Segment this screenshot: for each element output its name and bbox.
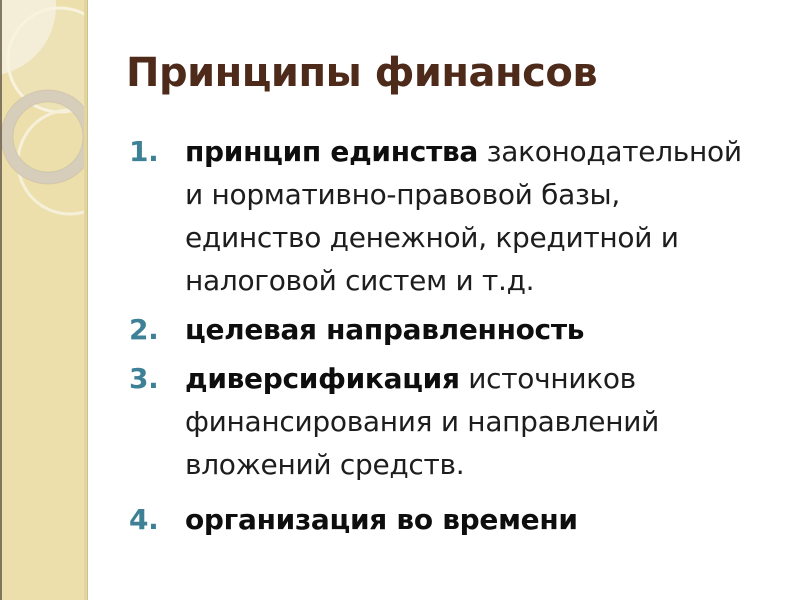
list-number-1: 1. bbox=[129, 135, 159, 168]
item3-line1 bbox=[185, 357, 767, 400]
item1-line2: и нормативно-правовой базы, bbox=[185, 178, 620, 211]
item1-line4: налоговой систем и т.д. bbox=[185, 264, 535, 297]
item4-bold-text: организация во времени bbox=[185, 503, 578, 536]
item3-line2: финансирования и направлений bbox=[185, 405, 660, 438]
decorative-sidebar bbox=[0, 0, 88, 600]
item3-rest-text: источников bbox=[459, 362, 636, 395]
list-item-2 bbox=[127, 308, 767, 351]
list-item-3 bbox=[127, 357, 767, 486]
item2-line1 bbox=[185, 308, 767, 351]
list-item-4 bbox=[127, 498, 767, 541]
item1-bold-text: принцип единства bbox=[185, 135, 479, 168]
list-number-4: 4. bbox=[129, 503, 159, 536]
sidebar-right-line bbox=[87, 0, 88, 600]
principles-list bbox=[127, 130, 767, 547]
item2-bold-text: целевая направленность bbox=[185, 313, 585, 346]
list-number-2: 2. bbox=[129, 313, 159, 346]
sidebar-circles-art bbox=[0, 0, 88, 600]
item3-line3: вложений средств. bbox=[185, 448, 465, 481]
sidebar-left-line bbox=[0, 0, 2, 600]
item1-line1 bbox=[185, 130, 767, 173]
slide-title: Принципы финансов bbox=[126, 50, 598, 96]
item3-bold-text: диверсификация bbox=[185, 362, 460, 395]
sidebar-right-shade bbox=[84, 0, 87, 600]
item4-line1 bbox=[185, 498, 767, 541]
item1-rest-text: законодательной bbox=[478, 135, 742, 168]
item1-line3: единство денежной, кредитной и bbox=[185, 221, 679, 254]
list-item-1 bbox=[127, 130, 767, 302]
list-number-3: 3. bbox=[129, 362, 159, 395]
